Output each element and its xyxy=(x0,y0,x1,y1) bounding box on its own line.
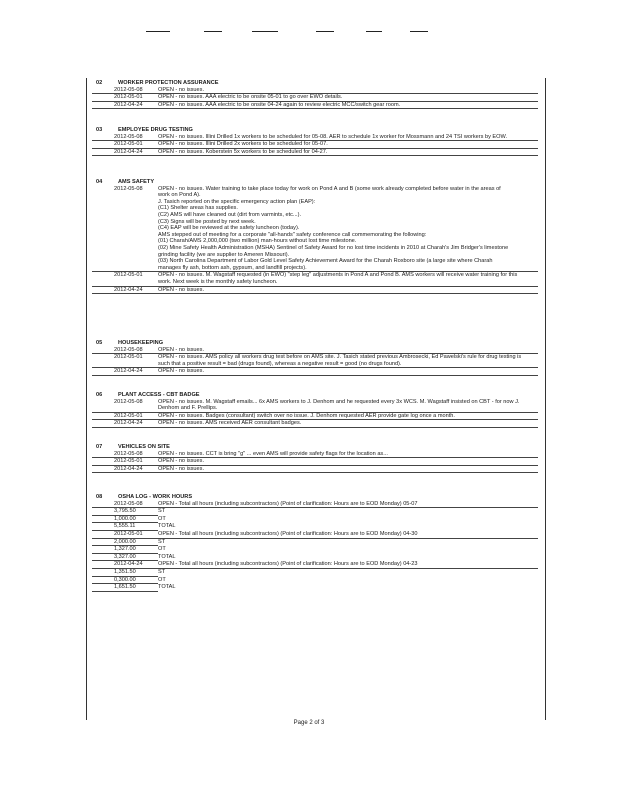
table-row xyxy=(92,134,538,142)
entry-line: (C3) Signs will be posted by next week. xyxy=(158,218,256,225)
header-rule-3 xyxy=(252,31,278,32)
table-row xyxy=(92,458,538,466)
section-heading xyxy=(92,340,538,347)
table-row xyxy=(92,584,538,592)
table-row xyxy=(92,186,538,273)
table-row xyxy=(92,102,538,110)
section-number: 06 xyxy=(96,392,103,398)
entry-text: OPEN - no issues. xyxy=(158,368,205,375)
page-footer: Page 2 of 3 xyxy=(293,720,325,726)
section-number: 05 xyxy=(96,340,103,346)
entry-line: work on Pond A). xyxy=(158,192,201,199)
table-row xyxy=(92,272,538,286)
entry-date: 2012-05-08 xyxy=(114,450,143,457)
entry-text: OPEN - no issues. AMS policy all workers drug test before on AMS site. J. Tasich stated previous Ambrosecki, Ed Pawelski's rule for drug testing is such that a positive result = bad (drugs found), whereas a negative result = good (no drugs found). xyxy=(158,354,522,367)
table-row xyxy=(92,87,538,95)
table-row xyxy=(92,368,538,376)
entry-text: OPEN - Total all hours (including subcontractors) (Point of clarification: Hours are to EOD Monday) 04-23 xyxy=(158,561,418,568)
entry-line: (C1) Shelter areas has supplies. xyxy=(158,205,238,212)
section-06 xyxy=(92,392,538,428)
entry-text: OPEN - no issues. Badges (consultant) switch over no issue. J. Denhom requested AER provide gate log once a month. xyxy=(158,412,455,419)
header-rule-5 xyxy=(366,31,382,32)
section-heading xyxy=(92,179,538,186)
entry-text: ST xyxy=(158,568,166,575)
entry-text: ST xyxy=(158,508,166,515)
table-row xyxy=(92,561,538,569)
entry-text: OT xyxy=(158,546,166,553)
table-row xyxy=(92,94,538,102)
entry-date: 2012-05-01 xyxy=(114,354,143,361)
section-02 xyxy=(92,80,538,109)
table-row xyxy=(92,149,538,157)
table-row xyxy=(92,399,538,413)
entry-text: OPEN - no issues. AAA electric to be onsite 05-01 to go over EWO details. xyxy=(158,94,343,101)
entry-text: TOTAL xyxy=(158,553,176,560)
entry-date: 2012-05-01 xyxy=(114,94,143,101)
entry-date: 2012-04-24 xyxy=(114,420,143,427)
entry-date: 2012-04-24 xyxy=(114,368,143,375)
entry-date: 3,795.50 xyxy=(92,508,158,516)
entry-text: OPEN - no issues. xyxy=(158,465,205,472)
table-row xyxy=(92,508,538,516)
entry-text: OPEN - no issues. AMS received AER consultant badges. xyxy=(158,420,302,427)
entry-date: 1,651.50 xyxy=(92,584,158,592)
entry-text: OT xyxy=(158,515,166,522)
section-title: HOUSEKEEPING xyxy=(118,340,164,346)
entry-line: (C2) AMS will have cleaned out (dirt from varmints, etc...). xyxy=(158,211,301,218)
header-rule-2 xyxy=(204,31,222,32)
section-number: 03 xyxy=(96,127,103,133)
section-heading xyxy=(92,80,538,87)
header-rule-1 xyxy=(146,31,170,32)
section-number: 04 xyxy=(96,179,103,185)
section-03 xyxy=(92,127,538,156)
section-heading xyxy=(92,392,538,399)
entry-date: 2012-05-01 xyxy=(114,530,143,537)
entry-date: 5,555.11 xyxy=(92,523,158,531)
entry-date: 3,327.00 xyxy=(92,554,158,562)
section-heading xyxy=(92,127,538,134)
entry-text: OPEN - no issues. Illini Drilled 2x workers to be scheduled for 05-07. xyxy=(158,141,328,148)
entry-text: OPEN - no issues. xyxy=(158,286,205,293)
table-row xyxy=(92,141,538,149)
entry-text: OPEN - no issues. xyxy=(158,346,205,353)
header-rule-6 xyxy=(410,31,428,32)
entry-date: 2012-05-01 xyxy=(114,412,143,419)
table-row xyxy=(92,287,538,295)
entry-date: 2012-05-08 xyxy=(114,185,143,192)
entry-date: 2012-05-01 xyxy=(114,272,143,279)
table-row xyxy=(92,577,538,585)
section-07 xyxy=(92,444,538,473)
table-row xyxy=(92,539,538,547)
section-heading xyxy=(92,444,538,451)
entry-text: TOTAL xyxy=(158,584,176,591)
entry-text xyxy=(158,186,538,272)
entry-date: 1,327.00 xyxy=(92,546,158,554)
entry-date: 2012-05-08 xyxy=(114,86,143,93)
entry-date: 2012-04-24 xyxy=(114,286,143,293)
entry-date: 1,351.50 xyxy=(92,569,158,577)
header-rule-4 xyxy=(316,31,334,32)
entry-text: OPEN - no issues. xyxy=(158,458,205,465)
entry-line: grinding facility (we are supplier to Ameren Missouri). xyxy=(158,251,290,258)
entry-text: OPEN - no issues. AAA electric to be onsite 04-24 again to review electric MCC/switch gear room. xyxy=(158,101,401,108)
table-row xyxy=(92,501,538,509)
table-row xyxy=(92,531,538,539)
entry-line: OPEN - no issues. Water training to take place today for work on Pond A and B (some work already completed before water in the areas of xyxy=(158,185,501,192)
section-title: EMPLOYEE DRUG TESTING xyxy=(118,127,193,133)
section-title: WORKER PROTECTION ASSURANCE xyxy=(118,80,219,86)
entry-date: 0,300.00 xyxy=(92,577,158,585)
entry-line: manages fly ash, bottom ash, gypsum, and landfill projects). xyxy=(158,264,307,271)
entry-line: (01) Charah/AMS 2,000,000 (two million) man-hours without lost time milestone. xyxy=(158,238,357,245)
entry-date: 2012-04-24 xyxy=(114,561,143,568)
entry-text: OPEN - no issues. M. Wagstaff emails... 6x AMS workers to J. Denhom and he requested every 3x WCS. M. Wagstaff insisted on CBT - for now J. Denhom and F. Prellips. xyxy=(158,398,520,412)
entry-date: 2012-05-08 xyxy=(114,133,143,140)
entry-line: (03) North Carolina Department of Labor Gold Level Safety Achievement Award for the Charah Roxboro site (a large site where Charah xyxy=(158,258,493,265)
entry-text: OT xyxy=(158,576,166,583)
table-row xyxy=(92,413,538,421)
table-row xyxy=(92,523,538,531)
section-05 xyxy=(92,340,538,376)
entry-text: OPEN - Total all hours (including subcontractors) (Point of clarification: Hours are to EOD Monday) 05-07 xyxy=(158,500,418,507)
section-heading xyxy=(92,494,538,501)
table-row xyxy=(92,554,538,562)
table-row xyxy=(92,420,538,428)
entry-date: 2012-04-24 xyxy=(114,148,143,155)
entry-date: 2012-05-01 xyxy=(114,141,143,148)
section-04 xyxy=(92,179,538,294)
entry-text: OPEN - no issues. M. Wagstaff requested (in EWO) "step leg" adjustments in Pond A and Pond B. AMS workers will receive water training for this work. Next week is the monthly safety luncheon. xyxy=(158,272,518,285)
entry-line: (02) Mine Safety Health Administration (MSHA) Sentinel of Safety Award for no lost time incidents in 2010 at Charah's Jim Bridger's limestone xyxy=(158,244,509,251)
section-08 xyxy=(92,494,538,592)
entry-date: 2012-05-01 xyxy=(114,458,143,465)
entry-text: TOTAL xyxy=(158,523,176,530)
entry-text: OPEN - no issues. xyxy=(158,86,205,93)
entry-date: 2012-04-24 xyxy=(114,101,143,108)
section-number: 02 xyxy=(96,80,103,86)
table-row xyxy=(92,569,538,577)
section-number: 08 xyxy=(96,494,103,500)
entry-date: 2012-04-24 xyxy=(114,465,143,472)
entry-date: 2012-05-08 xyxy=(114,346,143,353)
table-row xyxy=(92,451,538,459)
entry-line: AMS stepped out of meeting for a corporate "all-hands" safety conference call commemorating the following: xyxy=(158,231,427,238)
table-row xyxy=(92,466,538,474)
table-row xyxy=(92,354,538,368)
entry-line: (C4) EAP will be reviewed at the safety luncheon (today). xyxy=(158,225,300,232)
entry-text: OPEN - no issues. Koberstein 5x workers to be scheduled for 04-27. xyxy=(158,148,328,155)
section-title: AMS SAFETY xyxy=(118,179,155,185)
entry-date: 1,000.00 xyxy=(92,516,158,524)
table-row xyxy=(92,347,538,355)
entry-text: OPEN - Total all hours (including subcontractors) (Point of clarification: Hours are to EOD Monday) 04-30 xyxy=(158,530,418,537)
entry-date: 2012-05-08 xyxy=(114,500,143,507)
section-title: VEHICLES ON SITE xyxy=(118,444,170,450)
section-number: 07 xyxy=(96,444,103,450)
entry-text: ST xyxy=(158,538,166,545)
table-row xyxy=(92,546,538,554)
section-title: PLANT ACCESS - CBT BADGE xyxy=(118,392,200,398)
table-row xyxy=(92,516,538,524)
entry-line: J. Tasich reported on the specific emergency action plan (EAP): xyxy=(158,198,316,205)
entry-date: 2,000.00 xyxy=(92,539,158,547)
entry-text: OPEN - no issues. Illini Drilled 1x workers to be scheduled for 05-08. AER to schedule 1x worker for Mossmann and 24 TSI workers by EOW. xyxy=(158,133,508,140)
entry-text: OPEN - no issues. CCT is bring "g" ... even AMS will provide safety flags for the location as... xyxy=(158,450,388,457)
entry-date: 2012-05-08 xyxy=(114,398,143,405)
section-title: OSHA LOG - WORK HOURS xyxy=(118,494,193,500)
